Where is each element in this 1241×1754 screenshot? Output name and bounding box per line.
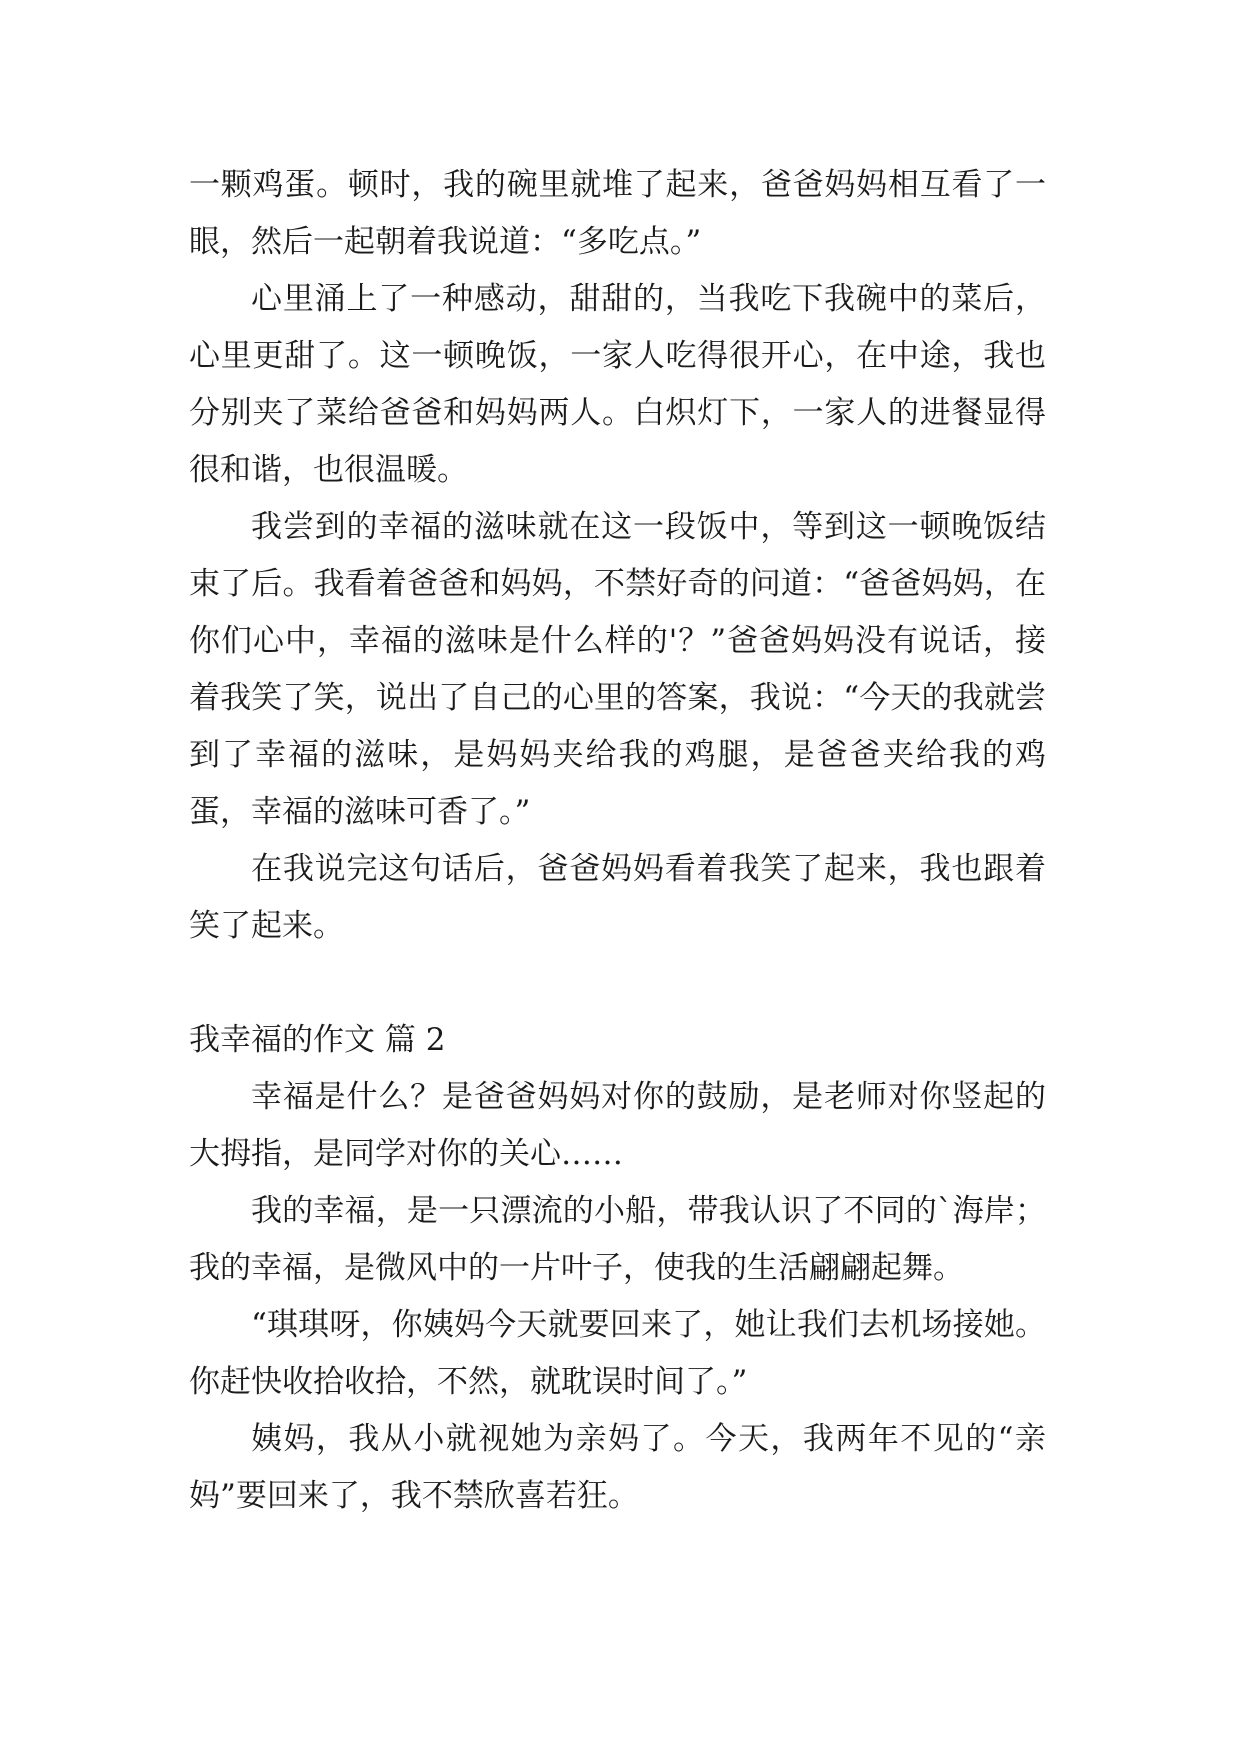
paragraph: 我的幸福，是一只漂流的小船，带我认识了不同的`海岸；我的幸福，是微风中的一片叶子，使我的生活翩翩起舞。 — [189, 1193, 1046, 1286]
paragraph-continuation: 一颗鸡蛋。顿时，我的碗里就堆了起来，爸爸妈妈相互看了一眼，然后一起朝着我说道：“多吃点。” — [189, 167, 1046, 260]
paragraph: 在我说完这句话后，爸爸妈妈看着我笑了起来，我也跟着笑了起来。 — [189, 851, 1046, 944]
paragraph: “琪琪呀，你姨妈今天就要回来了，她让我们去机场接她。你赶快收拾收拾，不然，就耽误时间了。” — [189, 1307, 1046, 1400]
paragraph: 姨妈，我从小就视她为亲妈了。今天，我两年不见的“亲妈”要回来了，我不禁欣喜若狂。 — [189, 1421, 1046, 1514]
section-heading: 我幸福的作文 篇 2 — [189, 1022, 446, 1058]
paragraph: 我尝到的幸福的滋味就在这一段饭中，等到这一顿晚饭结束了后。我看着爸爸和妈妈，不禁好奇的问道：“爸爸妈妈，在你们心中，幸福的滋味是什么样的'？”爸爸妈妈没有说话，接着我笑了笑，说出了自己的心里的答案，我说：“今天的我就尝到了幸福的滋味，是妈妈夹给我的鸡腿，是爸爸夹给我的鸡蛋，幸福的滋味可香了。” — [189, 509, 1046, 830]
paragraph: 心里涌上了一种感动，甜甜的，当我吃下我碗中的菜后，心里更甜了。这一顿晚饭，一家人吃得很开心，在中途，我也分别夹了菜给爸爸和妈妈两人。白炽灯下，一家人的进餐显得很和谐，也很温暖。 — [189, 281, 1046, 488]
document-body — [189, 157, 1046, 1525]
paragraph: 幸福是什么？是爸爸妈妈对你的鼓励，是老师对你竖起的大拇指，是同学对你的关心…… — [189, 1079, 1046, 1172]
